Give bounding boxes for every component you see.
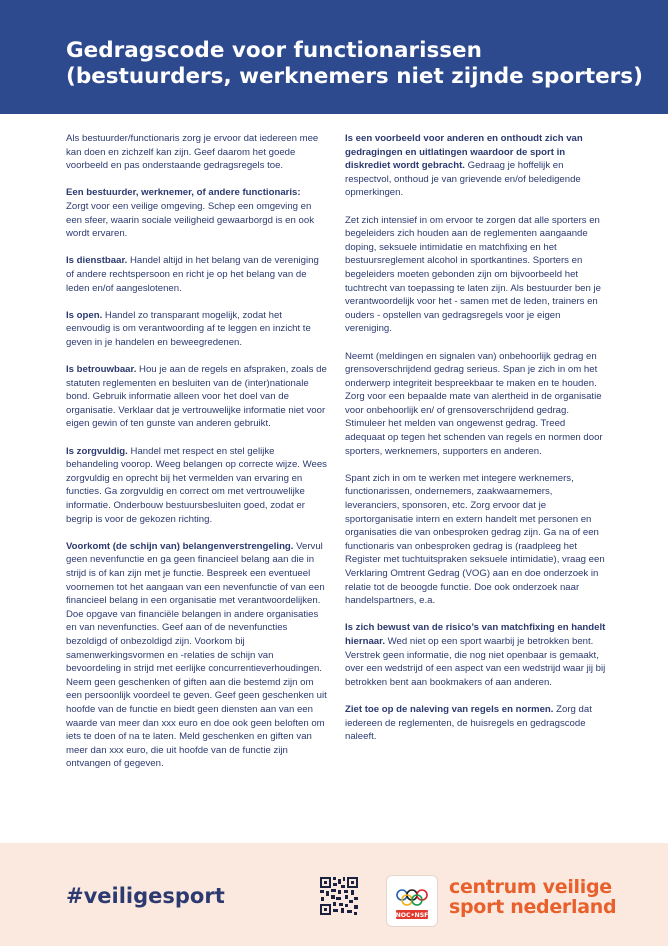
olympic-rings-icon	[387, 876, 437, 926]
brand-wordmark	[449, 877, 616, 917]
paragraph	[345, 132, 607, 200]
paragraph-text: Spant zich in om te werken met integere werknemers, functionarissen, ondernemers, zaakwaarnemers, leveranciers, sponsoren, etc. Zorg ervoor dat je sportorganisatie intern en extern handelt met personen en organisaties die van onbesproken gedrag zijn. Ga na of een functionaris van onbesproken gedrag is (raadpleeg het Register met tuchtuitspraken seksuele intimidatie), vraag een Verklaring Omtrent Gedrag (VOG) aan en doe onderzoek in relatie tot de beoogde functie. Doe ook onderzoek naar handelspartners, e.a.	[345, 472, 605, 607]
paragraph-text: Wed niet op een sport waarbij je betrokken bent. Verstrek geen informatie, die nog niet openbaar is gemaakt, over een wedstrijd of een aspect van een wedstrijd waar jij bij betrokken bent aan bookmakers of aan anderen.	[345, 635, 606, 688]
paragraph	[66, 540, 328, 771]
paragraph-heading: Ziet toe op de naleving van regels en normen.	[345, 703, 554, 715]
paragraph-heading: Is betrouwbaar.	[66, 364, 137, 376]
paragraph-text: Vervul geen nevenfunctie en ga geen financieel belang aan die in strijd is of kan zijn met je functie. Bespreek een eventueel voornemen tot het aangaan van een nevenfunctie of van een financieel belang in een organisatie met verantwoordelijken. Doe opgave van financiële belangen in andere organisaties en van nevenfuncties. Geef aan of de nevenfuncties bezoldigd of onbezoldigd zijn. Voorkom bij samenwerkingsvormen en -relaties de schijn van bevoordeling in strijd met eerlijke concurrentieverhoudingen. Neem geen geschenken of giften aan die bestemd zijn om een persoonlijk voordeel te geven. Geef geen geschenken uit hoofde van de functie en biedt geen diensten aan van een waarde van meer dan xxx euro en doe ook geen beloften om iets te doen of na te laten. Meld geschenken en giften van meer dan xxx euro, die uit hoofde van de functie zijn ontvangen of gegeven.	[66, 540, 327, 770]
paragraph-text: Zorgt voor een veilige omgeving. Schep een omgeving en een sfeer, waarin sociale veiligheid gewaarborgd is en ook wordt ervaren.	[66, 200, 314, 240]
noc-nsf-logo	[386, 875, 438, 927]
paragraph	[345, 472, 607, 608]
paragraph-heading: Is een voorbeeld voor anderen en onthoudt zich van gedragingen en uitlatingen waardoor de sport in diskrediet wordt gebracht.	[345, 133, 583, 172]
paragraph	[66, 254, 328, 295]
paragraph	[66, 132, 328, 173]
paragraph-text: Zorg dat iedereen de reglementen, de huisregels en gedragscode naleeft.	[345, 703, 592, 743]
paragraph-heading: Een bestuurder, werknemer, of andere functionaris:	[66, 187, 301, 199]
paragraph-heading: Is zich bewust van de risico’s van matchfixing en handelt hiernaar.	[345, 622, 606, 647]
paragraph	[345, 214, 607, 336]
paragraph-text: Handel zo transparant mogelijk, zodat het eenvoudig is om verantwoording af te leggen en inzicht te geven in je handelen en beweegredenen.	[66, 309, 311, 348]
paragraph-text: Handel met respect en stel gelijke behandeling voorop. Weeg belangen op correcte wijze. Wees zorgvuldig en oprecht bij het vermelden van ervaring en functies. Ga zorgvuldig en correct om met vertrouwelijke informatie. Onderbouw bestuursbesluiten goed, zodat er begrip is voor de gekozen richting.	[66, 445, 327, 525]
paragraph-heading: Is open.	[66, 309, 103, 321]
paragraph	[66, 445, 328, 527]
brand-line2: sport nederland	[449, 896, 617, 918]
paragraph-text: Handel altijd in het belang van de vereniging of andere rechtspersoon en richt je op het belang van de leden en/of aangeslotenen.	[66, 255, 319, 294]
paragraph	[66, 186, 328, 240]
left-column	[66, 132, 328, 785]
right-column	[345, 132, 607, 757]
page-title-line2: (bestuurders, werknemers niet zijnde sporters)	[66, 64, 643, 89]
header-banner	[0, 0, 668, 114]
paragraph	[66, 363, 328, 431]
paragraph-heading: Is dienstbaar.	[66, 255, 128, 267]
page-title	[66, 38, 643, 90]
paragraph-heading: Is zorgvuldig.	[66, 445, 128, 457]
page-title-line1: Gedragscode voor functionarissen	[66, 38, 482, 63]
paragraph-heading: Voorkomt (de schijn van) belangenverstrengeling.	[66, 540, 294, 552]
qr-code-icon	[319, 876, 359, 916]
paragraph	[345, 703, 607, 744]
paragraph	[345, 350, 607, 459]
hashtag: #veiligesport	[66, 884, 225, 908]
paragraph	[66, 309, 328, 350]
brand-line1: centrum veilige	[449, 876, 612, 898]
logo-text: NOC•NSF	[395, 912, 429, 919]
paragraph-text: Als bestuurder/functionaris zorg je ervoor dat iedereen mee kan doen en zichzelf kan zijn. Geef daarom het goede voorbeeld en pas onderstaande gedragsregels toe.	[66, 133, 319, 172]
paragraph-text: Hou je aan de regels en afspraken, zoals de statuten reglementen en besluiten van de (inter)nationale bond. Gebruik informatie alleen voor het doel van de organisatie. Verklaar dat je vertrouwelijke informatie niet voor eigen gewin of ten gunste van anderen gebruikt.	[66, 364, 327, 430]
paragraph	[345, 621, 607, 689]
paragraph-text: Neemt (meldingen en signalen van) onbehoorlijk gedrag en grensoverschrijdend gedrag serieus. Span je zich in om het onderwerp integriteit bespreekbaar te maken en te houden. Zorg voor een bepaalde mate van alertheid in de organisatie voor onbehoorlijk en/ of grensoverschrijdend gedrag. Stimuleer het melden van ongewenst gedrag. Treed adequaat op tegen het schenden van regels en normen door sporters, werknemers, supporters en anderen.	[345, 350, 603, 457]
paragraph-text: Zet zich intensief in om ervoor te zorgen dat alle sporters en begeleiders zich houden aan de reglementen aangaande doping, seksuele intimidatie en matchfixing en het bestuursreglement alcohol in sportkantines. Sporters en begeleiders moeten gebonden zijn om bijvoorbeeld het tuchtrecht van toepassing te laten zijn. Als bestuurder ben je verantwoordelijk voor het - samen met de leden, trainers en ouders - opstellen van gedragsregels voor je eigen vereniging.	[345, 214, 601, 335]
paragraph-text: Gedraag je hoffelijk en respectvol, onthoud je van grievende en/of beledigende opmerkingen.	[345, 160, 581, 199]
